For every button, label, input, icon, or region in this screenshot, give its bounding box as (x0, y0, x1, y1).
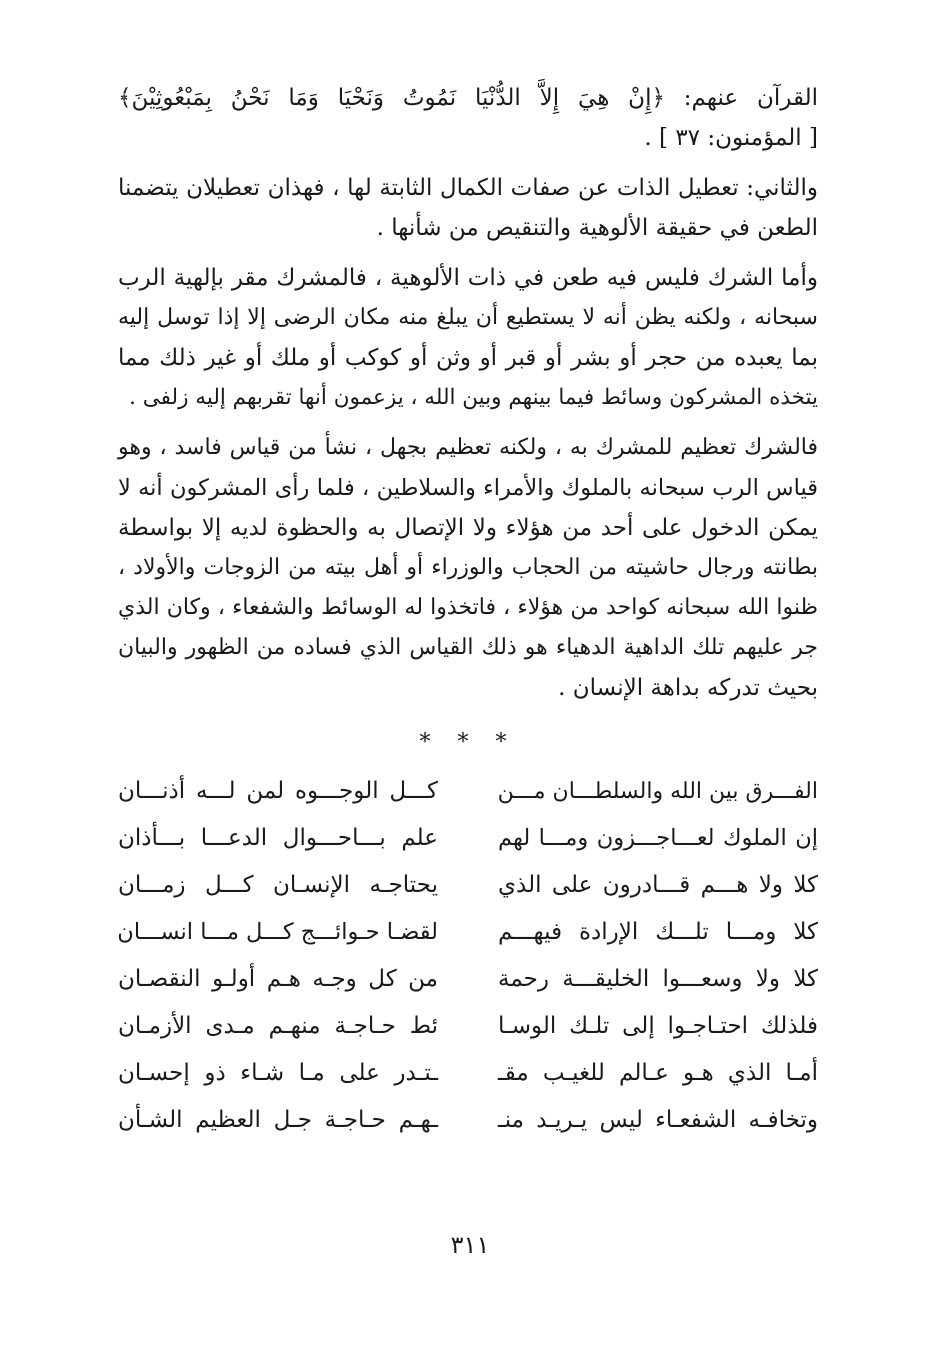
page-content (118, 78, 818, 1144)
paragraph-quran-citation (118, 78, 818, 158)
text-line: بما يعبده من حجر أو بشر أو قبر أو وثن أو كوكب أو ملك أو غير ذلك مما (118, 345, 818, 371)
text-line: قياس الرب سبحانه بالملوك والأمراء والسلاطين ، فلما رأى المشركون أنه لا (118, 475, 818, 501)
text-line: جر عليهم تلك الداهية الدهياء هو ذلك القياس الذي فساده من الظهور والبيان (118, 635, 818, 660)
paragraph-shirk (118, 258, 818, 418)
verse-second-hemistich: ـتـدر على مـا شـاء ذو إحسـان (118, 1060, 438, 1086)
text-line: القرآن عنهم: ﴿إِنْ هِيَ إِلاَّ الدُّنْيَا نَمُوتُ وَنَحْيَا وَمَا نَحْنُ بِمَبْعُوثِيْنَ﴾ (118, 85, 818, 111)
text-line: وأما الشرك فليس فيه طعن في ذات الألوهية ، فالمشرك مقر بإلهية الرب (118, 265, 818, 291)
poem-verse (118, 1003, 818, 1050)
verse-second-hemistich: يحتاجـه الإنسـان كـــل زمـــان (118, 872, 438, 898)
page-number: ٣١١ (450, 1231, 490, 1259)
poem-verse (118, 815, 818, 862)
verse-first-hemistich: الفـــرق بين الله والسلطـــان مـــن (497, 779, 818, 804)
text-line: يمكن الدخول على أحد من هؤلاء ولا الإتصال به والحظوة لديه إلا بواسطة (118, 515, 818, 541)
verse-second-hemistich: كـــل الوجـــوه لمن لـــه أذنـــان (118, 778, 438, 804)
poem-verse (118, 1050, 818, 1097)
verse-first-hemistich: وتخافـه الشفعـاء ليس يـريـد منـ (498, 1107, 818, 1133)
text-line: سبحانه ، ولكنه يظن أنه لا يستطيع أن يبلغ منه مكان الرضى إلا إذا توسل إليه (118, 305, 818, 330)
verse-second-hemistich: من كل وجـه هـم أولـو النقصـان (118, 966, 438, 992)
poem-verse (118, 956, 818, 1003)
section-separator: * * * (419, 730, 517, 755)
text-line: ظنوا الله سبحانه كواحد من هؤلاء ، فاتخذوا له الوسائط والشفعاء ، وكان الذي (118, 595, 818, 620)
verse-second-hemistich: علم بـــاحـــوال الدعـــا بـــأذان (118, 825, 438, 851)
poem-verse (118, 909, 818, 956)
text-line: يتخذه المشركون وسائط فيما بينهم وبين الله ، يزعمون أنها تقربهم إليه زلفى . (129, 385, 818, 410)
verse-first-hemistich: أمـا الذي هـو عـالم للغيـب مقـ (498, 1060, 818, 1086)
verse-second-hemistich: ـهـم حـاجـة جـل العظيم الشـأن (118, 1107, 438, 1133)
text-line: [ المؤمنون: ٣٧ ] . (644, 125, 818, 151)
text-line: بطانته ورجال حاشيته من الحجاب والوزراء أو أهل بيته من الزوجات والأولاد ، (118, 555, 818, 580)
poem (118, 768, 818, 1144)
text-line: فالشرك تعظيم للمشرك به ، ولكنه تعظيم بجهل ، نشأ من قياس فاسد ، وهو (118, 435, 818, 460)
verse-second-hemistich: لقضـا حـوائـــج كـــل مـــا انســـان (117, 919, 438, 945)
poem-verse (118, 768, 818, 815)
poem-verse (118, 1097, 818, 1144)
verse-first-hemistich: إن الملوك لعـــاجـــزون ومـــا لهم (498, 825, 818, 851)
poem-verse (118, 862, 818, 909)
verse-first-hemistich: كلا ولا هـــم قـــادرون على الذي (498, 872, 818, 898)
verse-first-hemistich: كلا ومـــا تلـــك الإرادة فيهـــم (498, 919, 818, 945)
verse-first-hemistich: فلذلك احتـاجـوا إلى تلـك الوسـا (498, 1013, 818, 1039)
paragraph-second-tatil (118, 168, 818, 248)
verse-first-hemistich: كلا ولا وسعـــوا الخليقـــة رحمة (498, 966, 818, 992)
text-line: والثاني: تعطيل الذات عن صفات الكمال الثابتة لها ، فهذان تعطيلان يتضمنا (118, 175, 818, 201)
text-line: بحيث تدركه بداهة الإنسان . (558, 675, 818, 701)
paragraph-shirk-taazim (118, 428, 818, 708)
verse-second-hemistich: ئط حـاجـة منهـم مـدى الأزمـان (118, 1013, 438, 1039)
text-line: الطعن في حقيقة الألوهية والتنقيص من شأنها . (376, 215, 818, 241)
